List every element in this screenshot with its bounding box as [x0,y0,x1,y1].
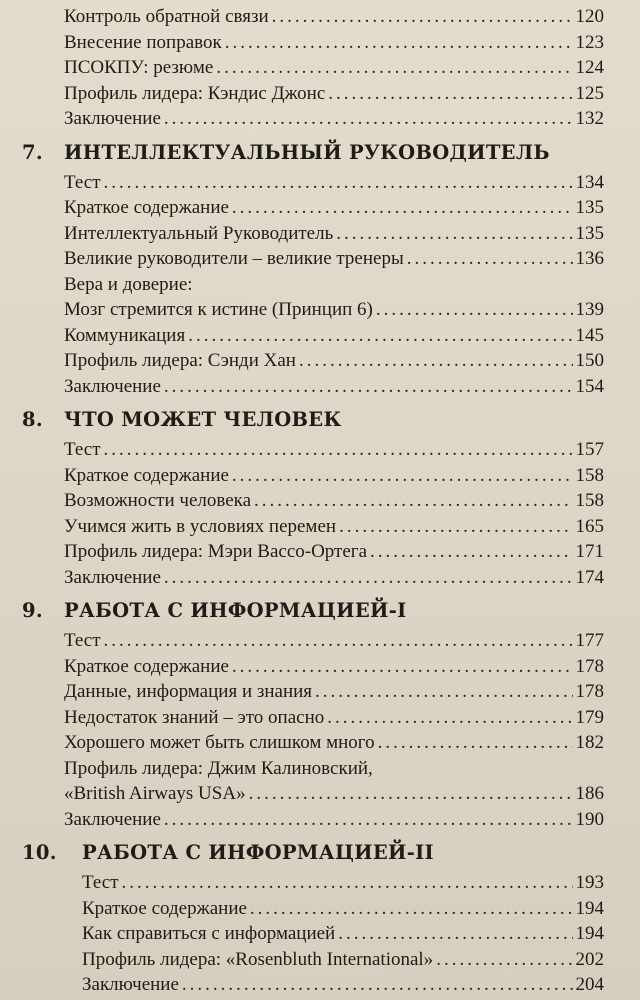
toc-entry-page: 182 [575,732,604,753]
toc-entry-title: Данные, информация и знания [64,681,313,702]
toc-entry-page: 178 [575,681,604,702]
toc-entry-page: 134 [575,171,604,193]
toc-entry-title: Интеллектуальный Руководитель [64,222,334,244]
toc-entry [22,348,604,374]
toc-entry [22,437,604,463]
toc-entry-page: 150 [575,350,604,371]
leader-dots [225,30,573,56]
leader-dots [338,921,572,947]
toc-entry-title: Краткое содержание [82,897,247,919]
toc-entry-page: 202 [575,948,604,970]
toc-entry-title: ПСОКПУ: резюме [64,57,214,78]
leader-dots [188,323,572,349]
toc-entry-page: 158 [575,464,604,486]
chapter-title: ЧТО МОЖЕТ ЧЕЛОВЕК [64,408,342,431]
leader-dots [232,463,573,489]
toc-entry-title: Возможности человека [64,490,252,511]
leader-dots [272,4,573,30]
toc-entry [22,323,604,349]
toc-entry-title: Краткое содержание [64,655,229,677]
leader-dots [336,221,572,247]
leader-dots [104,170,573,196]
leader-dots [164,374,573,400]
toc-entry-first-line: Профиль лидера: Джим Калиновский, [64,757,373,779]
toc-entry [22,730,604,756]
toc-entry [22,781,604,807]
toc-entry [22,195,604,221]
chapter-title: ИНТЕЛЛЕКТУАЛЬНЫЙ РУКОВОДИТЕЛЬ [64,140,550,164]
chapter-number: 7. [22,140,43,164]
toc-entry-page: 193 [575,872,604,893]
toc-entry-page: 171 [575,541,604,562]
toc-entry-page: 194 [575,897,604,919]
leader-dots [216,55,572,81]
toc-entry-title: Заключение [64,375,161,397]
toc-entry-title: Тест [82,872,119,893]
toc-entry [22,55,604,81]
leader-dots [104,437,573,463]
toc-entry-title: Учимся жить в условиях перемен [64,515,337,537]
chapter-title: РАБОТА С ИНФОРМАЦИЕЙ-II [82,841,434,864]
toc-entry-page: 178 [575,655,604,677]
toc-entry-page: 132 [575,108,604,129]
leader-dots [436,947,572,973]
toc-entry-title: Великие руководители – великие тренеры [64,248,404,269]
toc-entry-title: Заключение [64,108,161,129]
leader-dots [254,488,572,514]
toc-entry-page: 157 [575,439,604,460]
leader-dots [232,654,573,680]
leader-dots [299,348,573,374]
leader-dots [328,81,572,107]
toc-entry [22,4,604,30]
toc-entry-title: Краткое содержание [64,464,229,486]
toc-entry-page: 179 [575,706,604,728]
leader-dots [370,539,572,565]
toc-entry-page: 123 [575,31,604,53]
toc-entry [22,921,604,947]
toc-entry-page: 124 [575,57,604,78]
toc-entry [22,972,604,998]
leader-dots [250,896,573,922]
chapter-heading [22,403,604,437]
toc-entry-page: 139 [575,299,604,320]
toc-entry-title: Заключение [82,974,179,995]
toc-entry [22,297,604,323]
leader-dots [339,514,572,540]
toc-entry-page: 186 [575,783,604,804]
chapter-number: 10. [22,841,57,864]
leader-dots [327,705,572,731]
leader-dots [378,730,573,756]
chapter-title: РАБОТА С ИНФОРМАЦИЕЙ-I [64,599,407,622]
chapter-heading [22,594,604,628]
leader-dots [407,246,573,272]
toc-entry-title: Внесение поправок [64,31,222,53]
toc-entry [22,870,604,896]
leader-dots [249,781,573,807]
chapter-number: 9. [22,599,43,622]
leader-dots [164,106,573,132]
toc-entry-first-line: Вера и доверие: [64,273,193,295]
toc-entry-page: 190 [575,808,604,830]
toc-entry-title: Недостаток знаний – это опасно [64,706,325,728]
toc-entry-page: 177 [575,630,604,651]
toc-entry [22,221,604,247]
chapter-number: 8. [22,408,43,431]
toc-entry-page: 158 [575,490,604,511]
toc-entry [22,246,604,272]
toc-entry [22,463,604,489]
toc-entry [22,30,604,56]
toc-entry [22,374,604,400]
toc-entry-title: Профиль лидера: Сэнди Хан [64,350,296,371]
leader-dots [164,565,573,591]
toc-entry [22,539,604,565]
toc-entry [22,807,604,833]
toc-entry-title: Краткое содержание [64,197,229,218]
toc-entry [22,514,604,540]
leader-dots [315,679,572,705]
toc-entry-page: 165 [575,515,604,537]
toc-entry [22,488,604,514]
toc-entry [22,896,604,922]
toc-entry-title: «British Airways USA» [64,783,246,804]
toc-entry [22,106,604,132]
toc-entry-page: 204 [575,974,604,995]
toc-entry-title: Коммуникация [64,324,186,346]
toc-entry-title: Тест [64,630,101,651]
toc-entry-page: 120 [575,6,604,27]
toc-entry-page: 145 [575,324,604,346]
toc-entry-title: Тест [64,439,101,460]
toc-entry-title: Заключение [64,808,161,830]
toc-entry-title: Профиль лидера: Кэндис Джонс [64,82,326,104]
toc-entry [22,565,604,591]
toc-entry [22,170,604,196]
toc-entry-title: Профиль лидера: «Rosenbluth International» [82,948,434,970]
toc-entry [22,705,604,731]
chapter-heading [22,136,604,170]
toc-entry-page: 135 [575,222,604,244]
chapter-heading [22,836,604,870]
toc-entry-title: Контроль обратной связи [64,6,269,27]
toc-entry-page: 136 [575,248,604,269]
toc-entry [22,654,604,680]
toc-entry-title: Профиль лидера: Мэри Вассо-Ортега [64,541,368,562]
toc-entry-title: Хорошего может быть слишком много [64,732,375,753]
leader-dots [182,972,573,998]
toc-entry-title: Заключение [64,566,161,588]
toc-entry [22,947,604,973]
toc-entry-page: 194 [575,923,604,944]
leader-dots [104,628,573,654]
toc-entry-page: 125 [575,82,604,104]
toc-entry-page: 154 [575,375,604,397]
leader-dots [164,807,573,833]
toc-entry-title: Тест [64,171,101,193]
toc-entry [22,628,604,654]
leader-dots [232,195,573,221]
toc-entry-title: Как справиться с информацией [82,923,336,944]
leader-dots [376,297,573,323]
toc-entry-title: Мозг стремится к истине (Принцип 6) [64,299,373,320]
toc-entry [22,679,604,705]
toc-entry [22,81,604,107]
leader-dots [122,870,573,896]
toc-entry-page: 174 [575,566,604,588]
toc-entry-page: 135 [575,197,604,218]
